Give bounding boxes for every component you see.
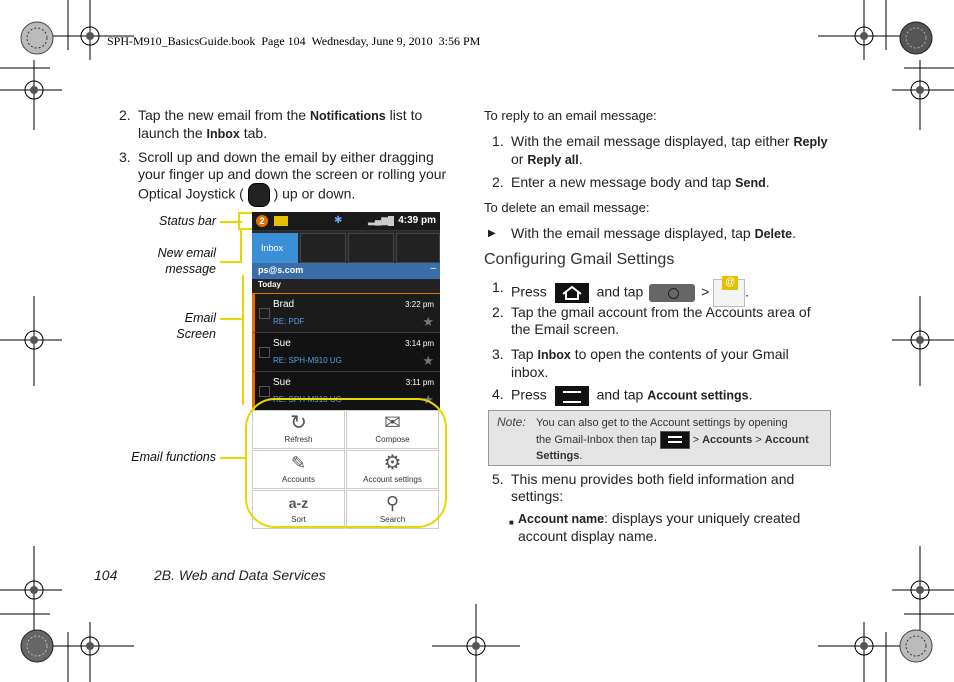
step-text: account display name. bbox=[518, 528, 658, 544]
subject: RE: SPH-M910 UG bbox=[273, 395, 342, 404]
step-text: your finger up and down the screen or rolling your bbox=[138, 166, 447, 182]
reply-heading: To reply to an email message: bbox=[484, 108, 657, 123]
email-notification-icon bbox=[274, 216, 288, 226]
step-number: 3. bbox=[119, 149, 131, 165]
leader-line bbox=[220, 261, 242, 263]
clock: 4:39 pm bbox=[398, 215, 436, 226]
step-text: . bbox=[578, 151, 583, 167]
step-number: 4. bbox=[492, 386, 504, 402]
callout-text: Screen bbox=[176, 327, 216, 341]
keyword-send: Send bbox=[735, 176, 766, 190]
step-text: This menu provides both field information and bbox=[511, 471, 795, 487]
accounts-icon: ✎ bbox=[290, 453, 307, 473]
app-launcher-icon bbox=[649, 284, 695, 302]
section-footer: 2B. Web and Data Services bbox=[154, 567, 326, 583]
email-time: 3:11 pm bbox=[405, 378, 434, 387]
callout-text: New email bbox=[157, 246, 216, 260]
step-number: 5. bbox=[492, 471, 504, 487]
step-text: the Email screen. bbox=[511, 321, 620, 337]
menu-label: Sort bbox=[291, 515, 306, 524]
note-text bbox=[536, 416, 826, 464]
keyword-account: Account bbox=[764, 433, 809, 446]
keyword-reply-all: Reply all bbox=[527, 153, 579, 167]
keyword-account-settings: Account settings bbox=[647, 388, 749, 403]
step-text: . bbox=[792, 225, 796, 241]
star-icon[interactable]: ★ bbox=[422, 353, 434, 368]
home-key-icon bbox=[555, 283, 589, 303]
star-icon[interactable]: ★ bbox=[422, 392, 434, 407]
account-name: ps@s.com bbox=[258, 265, 304, 275]
sort-icon: a-z bbox=[288, 495, 309, 511]
menu-key-icon bbox=[660, 431, 690, 449]
step-text: and tap bbox=[596, 283, 644, 300]
callout-status-bar: Status bar bbox=[159, 214, 216, 228]
note-line: . bbox=[579, 450, 583, 462]
collapse-icon[interactable]: – bbox=[430, 263, 436, 274]
leader-line bbox=[242, 275, 244, 405]
menu-highlight bbox=[245, 398, 447, 528]
step-text: Tap the gmail account from the Accounts area of bbox=[511, 304, 811, 320]
keyword-inbox: Inbox bbox=[206, 127, 240, 141]
step-text: Scroll up and down the email by either dragging bbox=[138, 149, 434, 165]
date-header bbox=[252, 279, 440, 294]
compose-icon: ✉ bbox=[384, 412, 401, 434]
step-text: Tap the new email from the bbox=[138, 107, 310, 123]
step-number: 3. bbox=[492, 346, 504, 362]
step-text: . bbox=[745, 283, 750, 300]
star-icon[interactable]: ★ bbox=[422, 314, 434, 329]
email-app-icon: @ bbox=[713, 279, 745, 307]
step-number: 1. bbox=[492, 279, 504, 295]
step-number: 2. bbox=[119, 107, 131, 123]
email-list bbox=[252, 294, 440, 410]
callout-text: message bbox=[165, 262, 216, 276]
callout-new-email bbox=[120, 245, 216, 277]
refresh-icon: ↻ bbox=[290, 412, 307, 434]
step-text: With the email message displayed, tap bbox=[511, 225, 755, 241]
callout-email-screen bbox=[120, 310, 216, 342]
tab-empty[interactable] bbox=[348, 233, 394, 263]
note-line: the Gmail-Inbox then tap bbox=[536, 433, 660, 446]
email-row[interactable] bbox=[252, 294, 440, 333]
bullet-arrow: ▶ bbox=[488, 228, 496, 239]
step-number: 2. bbox=[492, 174, 504, 190]
step-text: inbox. bbox=[511, 364, 549, 380]
notification-badge: 2 bbox=[256, 215, 268, 227]
step-text: tab. bbox=[239, 125, 268, 141]
page-number: 104 bbox=[94, 567, 118, 583]
step-text: settings: bbox=[511, 488, 564, 504]
signal-icon: ▂▄▆ bbox=[368, 215, 389, 225]
checkbox[interactable] bbox=[259, 347, 270, 358]
step-text: . bbox=[765, 174, 770, 190]
step-text: . bbox=[748, 386, 753, 403]
step-text: Enter a new message body and tap bbox=[511, 174, 736, 190]
step-text: : displays your uniquely created bbox=[604, 510, 801, 526]
checkbox[interactable] bbox=[259, 386, 270, 397]
bullet-square: ■ bbox=[509, 518, 514, 527]
subject: RE: PDF bbox=[273, 317, 305, 326]
checkbox[interactable] bbox=[259, 308, 270, 319]
email-time: 3:22 pm bbox=[405, 300, 434, 309]
note-line: You can also get to the Account settings by opening bbox=[536, 417, 788, 429]
email-row[interactable] bbox=[252, 333, 440, 372]
keyword-settings: Settings bbox=[536, 450, 580, 462]
keyword-account-name: Account name bbox=[518, 512, 605, 526]
tab-bar bbox=[252, 231, 440, 263]
menu-key-icon bbox=[555, 386, 589, 406]
step-text: or bbox=[511, 151, 528, 167]
sender: Brad bbox=[273, 299, 295, 310]
note-box bbox=[488, 410, 831, 466]
leader-line bbox=[220, 457, 246, 459]
separator: > bbox=[752, 433, 765, 446]
leader-line bbox=[220, 318, 242, 320]
menu-label: Account settings bbox=[363, 475, 422, 484]
callout-text: Email bbox=[184, 311, 216, 325]
keyword-inbox: Inbox bbox=[537, 348, 571, 362]
delete-heading: To delete an email message: bbox=[484, 200, 650, 215]
note-label: Note: bbox=[497, 415, 526, 429]
account-header bbox=[252, 263, 440, 279]
status-bar bbox=[252, 212, 440, 231]
search-icon: ⚲ bbox=[385, 493, 400, 513]
email-time: 3:14 pm bbox=[405, 339, 434, 348]
step-text: > bbox=[701, 283, 710, 300]
tab-empty[interactable] bbox=[396, 233, 440, 263]
separator: > bbox=[689, 433, 703, 446]
tab-label: Inbox bbox=[261, 243, 284, 253]
step-text: Tap bbox=[511, 346, 538, 362]
date-label: Today bbox=[258, 280, 281, 289]
optical-joystick-icon bbox=[248, 183, 270, 207]
step-text: Optical Joystick ( bbox=[138, 185, 244, 202]
step-text: ) up or down. bbox=[273, 185, 356, 202]
menu-label: Search bbox=[379, 515, 406, 524]
tab-empty[interactable] bbox=[300, 233, 346, 263]
sender: Sue bbox=[273, 338, 291, 349]
tab-inbox[interactable] bbox=[252, 233, 298, 263]
menu-label: Compose bbox=[375, 435, 410, 444]
sender: Sue bbox=[273, 377, 291, 388]
step-text: With the email message displayed, tap either bbox=[511, 133, 794, 149]
keyword-delete: Delete bbox=[754, 227, 793, 241]
keyword-accounts: Accounts bbox=[702, 433, 753, 446]
step-text: Press bbox=[511, 386, 547, 403]
gear-icon: ⚙ bbox=[383, 452, 402, 474]
step-number: 2. bbox=[492, 304, 504, 320]
step-text: and tap bbox=[596, 386, 648, 403]
subject: RE: SPH-M910 UG bbox=[273, 356, 342, 365]
step-text: Press bbox=[511, 283, 547, 300]
battery-icon bbox=[388, 216, 394, 226]
menu-label: Accounts bbox=[282, 475, 315, 484]
menu-label: Refresh bbox=[284, 435, 313, 444]
phone-screen bbox=[252, 212, 440, 410]
keyword-reply: Reply bbox=[793, 135, 828, 149]
step-text: list to bbox=[385, 107, 423, 123]
bluetooth-icon: ✱ bbox=[334, 215, 343, 226]
step-text: launch the bbox=[138, 125, 207, 141]
keyword-notifications: Notifications bbox=[309, 109, 386, 123]
step-text: to open the contents of your Gmail bbox=[570, 346, 789, 362]
step-number: 1. bbox=[492, 133, 504, 149]
leader-line bbox=[240, 228, 242, 263]
section-title: Configuring Gmail Settings bbox=[484, 251, 675, 268]
callout-email-functions: Email functions bbox=[131, 450, 216, 464]
running-header: SPH-M910_BasicsGuide.book Page 104 Wednesday, June 9, 2010 3:56 PM bbox=[107, 34, 481, 48]
